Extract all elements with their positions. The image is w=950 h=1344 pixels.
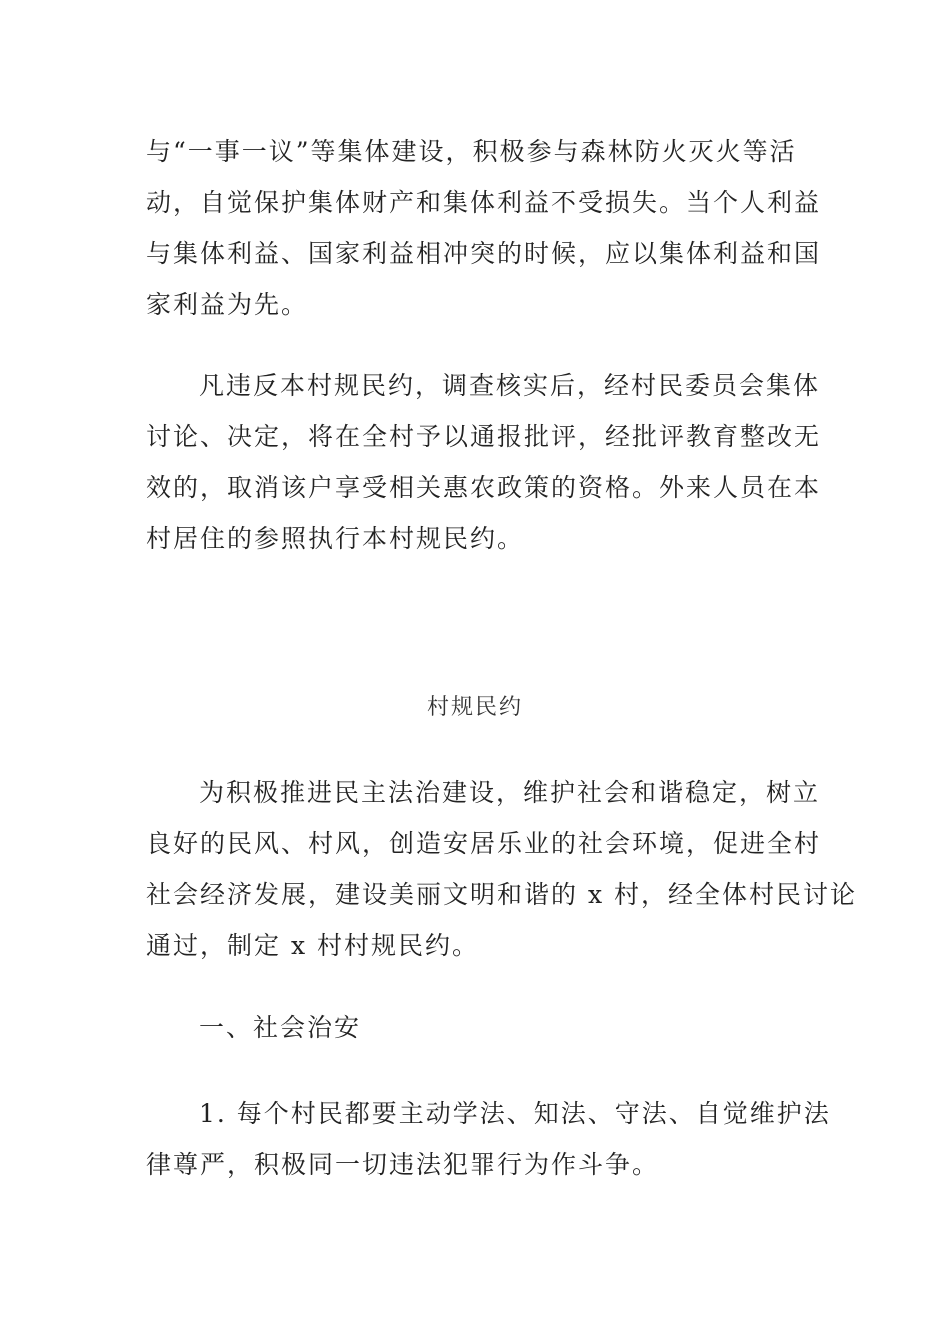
text-line: 1. 每个村民都要主动学法、知法、守法、自觉维护法 (199, 1099, 831, 1128)
text-line: 家利益为先。 (146, 290, 309, 319)
text-line: 村居住的参照执行本村规民约。 (146, 524, 525, 553)
text-line: 动，自觉保护集体财产和集体利益不受损失。当个人利益 (146, 188, 822, 217)
paragraph-collective-interest (146, 126, 822, 330)
paragraph-rule-1 (146, 1088, 831, 1190)
text-line: 与“一事一议”等集体建设，积极参与森林防火灭火等活 (146, 137, 797, 166)
text-line: 凡违反本村规民约，调查核实后，经村民委员会集体 (199, 371, 821, 400)
section-heading: 一、社会治安 (199, 1013, 362, 1042)
text-line: 与集体利益、国家利益相冲突的时候，应以集体利益和国 (146, 239, 822, 268)
text-line: 效的，取消该户享受相关惠农政策的资格。外来人员在本 (146, 473, 822, 502)
text-line: 律尊严，积极同一切违法犯罪行为作斗争。 (146, 1150, 660, 1179)
text-line: 社会经济发展，建设美丽文明和谐的 x 村，经全体村民讨论 (146, 880, 857, 909)
text-line: 通过，制定 x 村村规民约。 (146, 931, 479, 960)
document-title: 村规民约 (426, 695, 523, 720)
section-heading-public-security (146, 1002, 806, 1053)
text-line: 讨论、决定，将在全村予以通报批评，经批评教育整改无 (146, 422, 822, 451)
paragraph-violation-penalty (146, 360, 822, 564)
paragraph-preamble (146, 767, 857, 971)
text-line: 为积极推进民主法治建设，维护社会和谐稳定，树立 (199, 778, 821, 807)
text-line: 良好的民风、村风，创造安居乐业的社会环境，促进全村 (146, 829, 822, 858)
